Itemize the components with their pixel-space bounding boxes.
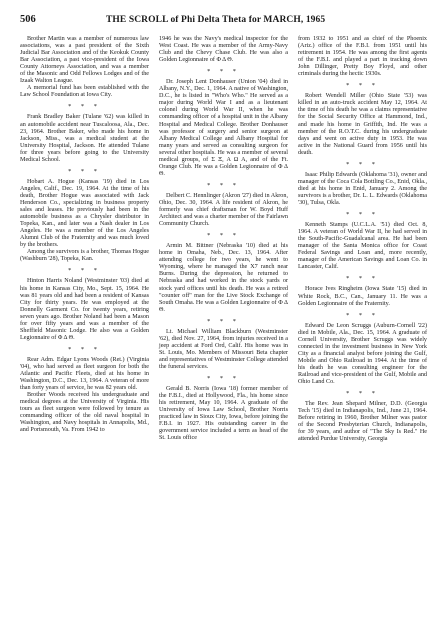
paragraph: Dr. Joseph Lent Donhauser (Union '04) died in Albany, N.Y., Dec. 1, 1964. A native of Washington, D.C., he is listed in "Who's Who." He served as a major during World War I and as a lieutenant colonel during World War II, when he was commanding officer of a hospital unit in the Albany Hospital and Medical College. Brother Donhauser was professor of surgery and senior surgeon at Albany Medical College and Albany Hospital for many years and served as consulting surgeon for several other hospitals. He was a member of several medical groups, of Σ Ξ, Α Ω Α, and of the Ft. Orange Club. He was a Golden Legionnaire of Φ Δ Θ. (159, 79, 288, 177)
paragraph: Hinton Harris Noland (Westminster '03) died at his home in Kansas City, Mo., Sept. 15, 1964. He was 81 years old and had been a resident of Kansas City for thirty years. He was employed at the Donnelly Garment Co. for twenty years, retiring seven years ago. Brother Noland had been a Mason for over fifty years and was a member of the Sheffield Masonic Lodge. He also was a Golden Legionnaire of Φ Δ Θ. (20, 278, 149, 341)
paragraph: Horace Ives Ringheim (Iowa State '15) died in White Rock, B.C., Can., January 11. He was a Golden Legionnaire of the Fraternity. (298, 286, 427, 307)
section-separator: * * * (207, 181, 240, 189)
paragraph: A memorial fund has been established with the Law School Foundation at Iowa City. (20, 85, 149, 99)
paragraph: 1946 he was the Navy's medical inspector for the West Coast. He was a member of the Army-Navy Club and the Chevy Chase Club. He was also a Golden Legionnaire of Φ Δ Θ. (159, 36, 288, 64)
section-separator: * * * (346, 82, 379, 90)
paragraph: Brother Woods received his undergraduate and medical degrees at the University of Virginia. His tours as fleet surgeon were followed by tenure as commanding officer of the old naval hospital in Washington, and Navy hospitals in Annapolis, Md., and Portsmouth, Va. From 1942 to (20, 392, 149, 434)
section-separator: * * * (207, 317, 240, 325)
paragraph: Robert Wendell Miller (Ohio State '53) was killed in an auto-truck accident May 12, 1964. At the time of his death he was a claims representative for the Social Security Office at Hammond, Ind., and made his home in Griffith, Ind. He was a member of the R.O.T.C. during his undergraduate days and went on active duty in 1953. He was active in the National Guard from 1956 until his death. (298, 93, 427, 156)
running-title: THE SCROLL of Phi Delta Theta for MARCH, 1965 (106, 15, 326, 25)
column-left (20, 36, 149, 443)
paragraph: from 1932 to 1951 and as chief of the Phoenix (Ariz.) office of the F.B.I. from 1951 until his retirement in 1954. He was among the first agents of the F.B.I. and played a part in tracking down John Dillinger, Pretty Boy Floyd, and other criminals during the hectic 1930s. (298, 36, 427, 78)
section-separator: * * * (68, 167, 101, 175)
section-separator: * * * (346, 160, 379, 168)
paragraph: Edward De Leon Scruggs (Auburn-Cornell '22) died in Mobile, Ala., Dec. 15, 1964. A graduate of Cornell University, Brother Scruggs was widely connected in the investment business in New York City as a financial analyst before joining the Gulf, Mobile and Ohio Railroad in 1944. At the time of his death he was consulting engineer for the Railroad and vice-president of the Gulf, Mobile and Ohio Land Co. (298, 322, 427, 386)
section-separator: * * * (207, 375, 240, 383)
page-number: 506 (20, 14, 36, 25)
paragraph: Rear Adm. Edgar Lyons Woods (Ret.) (Virginia '04), who had served as fleet surgeon for both the Atlantic and Pacific Fleets, died at his home in Washington, D.C., Dec. 13, 1964. A veteran of more than forty years of service, he was 82 years old. (20, 356, 149, 392)
paragraph: Frank Bradley Baker (Tulane '62) was killed in an automobile accident near Tuscaloosa, Ala., Dec. 23, 1964. Brother Baker, who made his home in Jackson, Miss., was a medical student at the University Hospital, Jackson. He attended Tulane for three years before going to the University Medical School. (20, 114, 149, 163)
page-header (20, 14, 427, 30)
paragraph: Kenneth Stamps (U.C.L.A. '51) died Oct. 8, 1964. A veteran of World War II, he had served in the South-Pacific-Guadalcanal area. He had been manager of the Santa Monica office for Coast Federal Savings and Loan and, more recently, manager of the American Savings and Loan Co. in Lancaster, Calif. (298, 222, 427, 271)
paragraph: Armin M. Bittner (Nebraska '10) died at his home in Omaha, Neb., Dec. 13, 1964. After attending college for two years, he went to Wyoming, where he managed the X7 ranch near Burns. During the depression, he returned to Nebraska and had worked in the stock yards or stock yard offices until his death. He was a retired "counter off" man for the Live Stock Exchange of South Omaha. He was a Golden Legionnaire of Φ Δ Θ. (159, 243, 288, 313)
paragraph: Gerald B. Norris (Iowa '18) former member of the F.B.I., died at Hollywood, Fla., his home since his retirement, May 10, 1964. A graduate of the University of Iowa Law School, Brother Norris practiced law in Sioux City, Iowa, before joining the F.B.I. in 1927. His outstanding career in the government service included a term as head of the St. Louis office (159, 386, 288, 442)
section-separator: * * * (207, 232, 240, 240)
paragraph: Brother Martin was a member of numerous law associations, was a past president of the Sixth Judicial Bar Association and of the Keokuk County Bar Association, a past vice-president of the Iowa County Attorneys Association, and was a member of the Masonic and Odd Fellows Lodges and of the Izaak Walton League. (20, 36, 149, 85)
paragraph: Hobart A. Hogue (Kansas '19) died in Los Angeles, Calif., Dec. 19, 1964. At the time of his death, Brother Hogue was associated with Jack Henderson Co., specializing in business property sales and leases. He previously had been in the automobile business as a Chrysler distributor in Topeka, Kan., and later was a Nash dealer in Los Angeles. He was a member of the Los Angeles Alumni Club of the Fraternity and was much loved by the brothers. (20, 178, 149, 249)
paragraph: Lt. Michael William Blackburn (Westminster '62), died Nov. 27, 1964, from injuries received in a jeep accident at Ford Ord, Calif. His home was in St. Louis, Mo. Members of Missouri Beta chapter and representatives of Westminster College attended the funeral services. (159, 328, 288, 370)
section-separator: * * * (68, 345, 101, 353)
column-middle (159, 36, 288, 443)
section-separator: * * * (68, 267, 101, 275)
paragraph: Isaac Philip Edwards (Oklahoma '31), owner and manager of the Coca Cola Bottling Co., Enid, Okla., died at his home in Enid, January 2. Among the survivors is a brother, Dr. L. L. Edwards (Oklahoma '30), Tulsa, Okla. (298, 171, 427, 206)
section-separator: * * * (346, 211, 379, 219)
section-separator: * * * (346, 390, 379, 398)
section-separator: * * * (346, 275, 379, 283)
section-separator: * * * (68, 103, 101, 111)
section-separator: * * * (346, 311, 379, 319)
section-separator: * * * (207, 68, 240, 76)
paragraph: Among the survivors is a brother, Thomas Hogue (Washburn '28), Topeka, Kan. (20, 249, 149, 263)
text-columns (20, 36, 427, 443)
paragraph: Delbert C. Hennlinger (Akron '27) died in Akron, Ohio, Dec. 30, 1964. A life resident of Akron, he formerly was chief draftsman for W. Boyd Huff Architect and was a charter member of the Fairlawn Community Church. (159, 192, 288, 228)
paragraph: The Rev. Jean Shepard Milner, D.D. (Georgia Tech '15) died in Indianapolis, Ind., June 21, 1964. Before retiring in 1960, Brother Milner was pastor of the Second Presbyterian Church, Indianapolis, for 39 years, and author of "The Sky Is Red." He attended Purdue University, Georgia (298, 401, 427, 443)
column-right (298, 36, 427, 443)
